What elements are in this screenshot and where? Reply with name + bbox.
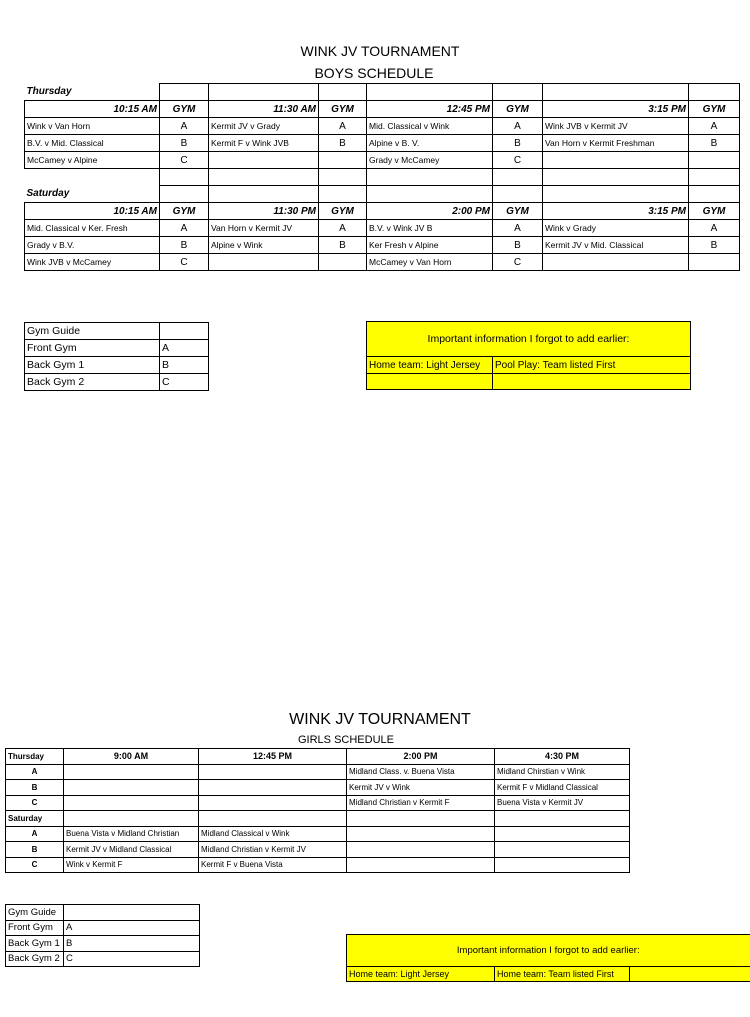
matchup-cell: Kermit JV v Wink: [347, 780, 495, 796]
gym-guide-name: Back Gym 1: [6, 936, 64, 952]
important-info-title: Important information I forgot to add earlier:: [347, 935, 750, 967]
gym-guide-name: Front Gym: [25, 340, 160, 357]
gym-cell: C: [493, 254, 543, 271]
matchup-cell: Midland Class. v. Buena Vista: [347, 764, 495, 780]
gym-header: GYM: [319, 101, 367, 118]
matchup-cell: Wink v Grady: [543, 220, 689, 237]
matchup-cell: Grady v B.V.: [25, 237, 160, 254]
matchup-cell: Ker Fresh v Alpine: [367, 237, 493, 254]
table-row: [25, 220, 740, 237]
gym-header: GYM: [689, 101, 740, 118]
matchup-cell: Wink JVB v McCamey: [25, 254, 160, 271]
gym-cell: B: [493, 135, 543, 152]
matchup-cell: Mid. Classical v Wink: [367, 118, 493, 135]
matchup-cell: Wink JVB v Kermit JV: [543, 118, 689, 135]
saturday-label-row: [6, 811, 630, 827]
table-row: [25, 152, 740, 169]
time-slot-header: 11:30 PM: [209, 203, 319, 220]
gym-cell: B: [319, 135, 367, 152]
thursday-label-row: [25, 84, 740, 101]
matchup-cell: Mid. Classical v Ker. Fresh: [25, 220, 160, 237]
gym-cell: C: [160, 254, 209, 271]
gym-header: GYM: [160, 203, 209, 220]
girls-header-row: [6, 749, 630, 765]
table-row: [6, 795, 630, 811]
time-slot-header: 12:45 PM: [367, 101, 493, 118]
matchup-cell: [199, 780, 347, 796]
girls-subtitle: GIRLS SCHEDULE: [298, 734, 394, 746]
matchup-cell: Van Horn v Kermit JV: [209, 220, 319, 237]
gym-guide-name: Front Gym: [6, 920, 64, 936]
matchup-cell: [347, 826, 495, 842]
gym-header: GYM: [689, 203, 740, 220]
gym-cell: C: [6, 795, 64, 811]
matchup-cell: [199, 795, 347, 811]
gym-cell: B: [160, 135, 209, 152]
time-slot-header: 11:30 AM: [209, 101, 319, 118]
table-row: [6, 780, 630, 796]
gym-cell: A: [319, 220, 367, 237]
girls-title: WINK JV TOURNAMENT: [289, 711, 471, 728]
gym-guide-letter: B: [64, 936, 200, 952]
matchup-cell: B.V. v Mid. Classical: [25, 135, 160, 152]
matchup-cell: Alpine v B. V.: [367, 135, 493, 152]
time-slot-header: 4:30 PM: [495, 749, 630, 765]
gym-cell: A: [689, 220, 740, 237]
matchup-cell: [543, 254, 689, 271]
matchup-cell: Midland Classical v Wink: [199, 826, 347, 842]
matchup-cell: [209, 254, 319, 271]
matchup-cell: [347, 857, 495, 873]
gym-cell: [689, 254, 740, 271]
boys-important-info: [366, 321, 691, 390]
gym-cell: B: [6, 842, 64, 858]
gym-guide-letter: A: [64, 920, 200, 936]
matchup-cell: McCamey v Van Horn: [367, 254, 493, 271]
gym-guide-letter: A: [160, 340, 209, 357]
matchup-cell: Buena Vista v Kermit JV: [495, 795, 630, 811]
gym-cell: [319, 254, 367, 271]
gym-cell: B: [493, 237, 543, 254]
gym-header: GYM: [493, 101, 543, 118]
gym-cell: B: [689, 237, 740, 254]
gym-cell: [689, 152, 740, 169]
matchup-cell: Kermit JV v Grady: [209, 118, 319, 135]
time-slot-header: 3:15 PM: [543, 203, 689, 220]
table-row: [25, 237, 740, 254]
thursday-header-row: [25, 101, 740, 118]
boys-title: WINK JV TOURNAMENT: [300, 43, 460, 59]
table-row: [6, 826, 630, 842]
gym-cell: [319, 152, 367, 169]
gym-guide-name: Back Gym 1: [25, 357, 160, 374]
time-slot-header: 12:45 PM: [199, 749, 347, 765]
gym-cell: A: [6, 764, 64, 780]
matchup-cell: [64, 795, 199, 811]
matchup-cell: Grady v McCamey: [367, 152, 493, 169]
gym-cell: A: [493, 220, 543, 237]
table-row: [25, 118, 740, 135]
day-label: Saturday: [26, 188, 70, 200]
gym-guide-name: Back Gym 2: [6, 951, 64, 967]
gym-cell: A: [319, 118, 367, 135]
time-slot-header: 9:00 AM: [64, 749, 199, 765]
matchup-cell: [495, 842, 630, 858]
gym-guide-title: Gym Guide: [6, 905, 64, 921]
gym-cell: A: [689, 118, 740, 135]
table-row: [6, 764, 630, 780]
boys-schedule-table: [24, 83, 740, 271]
saturday-header-row: [25, 203, 740, 220]
matchup-cell: [199, 764, 347, 780]
matchup-cell: Kermit F v Midland Classical: [495, 780, 630, 796]
time-slot-header: 10:15 AM: [25, 203, 160, 220]
gym-cell: C: [6, 857, 64, 873]
matchup-cell: Van Horn v Kermit Freshman: [543, 135, 689, 152]
girls-important-info: [346, 934, 750, 982]
table-row: [25, 254, 740, 271]
matchup-cell: [347, 842, 495, 858]
matchup-cell: Midland Christian v Kermit F: [347, 795, 495, 811]
home-team-listed-note: Home team: Team listed First: [495, 967, 630, 982]
gym-header: GYM: [160, 101, 209, 118]
matchup-cell: [495, 857, 630, 873]
gym-guide-letter: C: [160, 374, 209, 391]
home-team-note: Home team: Light Jersey: [347, 967, 495, 982]
girls-gym-guide: [5, 904, 200, 967]
matchup-cell: B.V. v Wink JV B: [367, 220, 493, 237]
gym-guide-letter: C: [64, 951, 200, 967]
gym-header: GYM: [319, 203, 367, 220]
time-slot-header: 2:00 PM: [367, 203, 493, 220]
gym-guide-name: Back Gym 2: [25, 374, 160, 391]
gym-cell: B: [689, 135, 740, 152]
gym-cell: C: [493, 152, 543, 169]
gym-guide-letter: B: [160, 357, 209, 374]
day-label: Thursday: [26, 86, 72, 98]
matchup-cell: [495, 826, 630, 842]
gym-cell: C: [160, 152, 209, 169]
gym-cell: A: [160, 118, 209, 135]
boys-gym-guide: [24, 322, 209, 391]
gym-cell: A: [493, 118, 543, 135]
table-row: [25, 135, 740, 152]
matchup-cell: [64, 764, 199, 780]
gym-guide-title: Gym Guide: [25, 323, 160, 340]
boys-subtitle: BOYS SCHEDULE: [314, 65, 434, 81]
time-slot-header: 10:15 AM: [25, 101, 160, 118]
matchup-cell: Alpine v Wink: [209, 237, 319, 254]
gym-cell: B: [160, 237, 209, 254]
matchup-cell: Wink v Van Horn: [25, 118, 160, 135]
home-team-note: Home team: Light Jersey: [367, 357, 493, 374]
day-label: Saturday: [6, 811, 64, 827]
matchup-cell: Midland Christian v Kermit JV: [199, 842, 347, 858]
gym-cell: B: [6, 780, 64, 796]
gym-header: GYM: [493, 203, 543, 220]
matchup-cell: Kermit JV v Midland Classical: [64, 842, 199, 858]
important-info-title: Important information I forgot to add earlier:: [367, 322, 691, 357]
pool-play-note: Pool Play: Team listed First: [493, 357, 691, 374]
table-row: [6, 857, 630, 873]
matchup-cell: Kermit JV v Mid. Classical: [543, 237, 689, 254]
gym-cell: A: [160, 220, 209, 237]
girls-schedule-table: [5, 748, 630, 873]
table-row: [6, 842, 630, 858]
matchup-cell: Midland Chirstian v Wink: [495, 764, 630, 780]
time-slot-header: 2:00 PM: [347, 749, 495, 765]
gym-cell: B: [319, 237, 367, 254]
matchup-cell: [209, 152, 319, 169]
saturday-label-row: [25, 186, 740, 203]
matchup-cell: McCamey v Alpine: [25, 152, 160, 169]
matchup-cell: Kermit F v Buena Vista: [199, 857, 347, 873]
matchup-cell: Buena Vista v Midland Christian: [64, 826, 199, 842]
matchup-cell: Kermit F v Wink JVB: [209, 135, 319, 152]
day-label: Thursday: [6, 749, 64, 765]
matchup-cell: [64, 780, 199, 796]
time-slot-header: 3:15 PM: [543, 101, 689, 118]
matchup-cell: Wink v Kermit F: [64, 857, 199, 873]
spacer-row: [25, 169, 740, 186]
gym-cell: A: [6, 826, 64, 842]
matchup-cell: [543, 152, 689, 169]
